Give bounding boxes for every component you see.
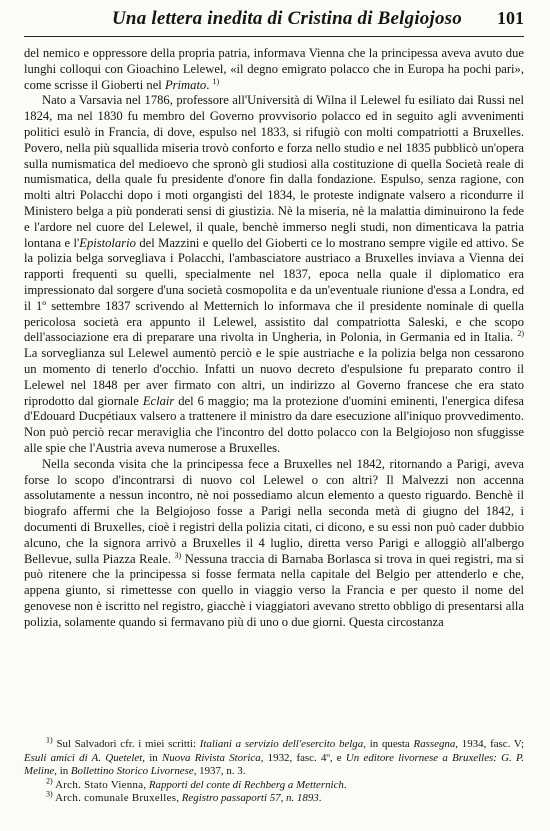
body-text xyxy=(24,46,524,630)
paragraph xyxy=(24,93,524,456)
text-run: , xyxy=(143,778,149,791)
text-run: Nella seconda visita che la principessa fece a Bruxelles nel 1842, ritornando a Parigi, aveva forse lo scopo d'incontrarsi di nuovo col Lelewel o con altri? Il Malvezzi non accenna assolutamente a nessun incontro, nè noi possediamo alcun elemento a questo riguardo. Benchè il biografo affermi che la Belgiojoso fosse a Parigi nella seconda metà di giugno del 1842, i documenti di Bruxelles, cioè i registri della polizia citati, ci dicono, e su essi non può cader dubbio alcuno, che la signora arrivò a Bruxelles il 4 luglio, diretta verso Parigi e alloggiò all'albergo Bellevue, sulla Piazza Reale. xyxy=(24,456,524,566)
text-run: , 1932, fasc. 4º, e xyxy=(260,751,346,764)
footnotes xyxy=(24,735,524,806)
page-number: 101 xyxy=(497,8,524,28)
footnote-marker: 2) xyxy=(517,329,524,339)
italic-text: Italiani a servizio dell'esercito belga xyxy=(199,738,364,750)
page-header xyxy=(24,8,524,34)
italic-text: Esuli amici di A. Quetelet xyxy=(24,751,143,764)
footnote-marker: 1) xyxy=(46,735,53,745)
text-run: Arch. Stato Vienna xyxy=(52,778,144,791)
italic-text: Rapporti del conte di Rechberg a Metternich xyxy=(148,778,344,791)
footnote-marker: 1) xyxy=(212,76,220,86)
text-run: Arch. comunale Bruxelles xyxy=(52,792,177,805)
footnote xyxy=(24,735,524,779)
text-run: . xyxy=(343,778,347,791)
text-run: del 6 maggio; ma la protezione d'uomini eminenti, l'energica difesa d'Edouard Ducpétiaux valsero a trattenere il ministro da dare esecuzione all'iniquo provvedimento. Non può perciò recar meraviglia che l'incontro del dotto polacco con la Belgiojoso non sfuggisse alle spie che l'Austria aveva numerose a Bruxelles. xyxy=(24,393,524,455)
italic-text: Registro passaporti 57, n. 1893 xyxy=(181,792,319,805)
text-run: Nato a Varsavia nel 1786, professore all'Università di Wilna il Lelewel fu esiliato dai Russi nel 1824, ma nel 1830 fu membro del Governo provvisorio polacco ed in seguito agli avvenimenti politici esulò in Francia, di dove, espulso nel 1833, si rifugiò con molti compatriotti a Bruxelles. Povero, nella più squallida miseria trovò conforto e forza nello studio e nel 1835 pubblicò un'opera sulla numismatica del medioevo che spronò gli studiosi alla costituzione di quella Società reale di numismatica, della quale fu presidente d'onore fin dalla fondazione. Espulso, senza ragione, con molti altri Polacchi dopo i moti organgisti del 1834, le proteste indignate valsero a ricondurre il Ministero belga a più ponderati sensi di giustizia. Nè la miseria, nè la malattia diminuirono la fede e l'ardore nel cuore del Lelewel, il quale, benchè immerso negli studi, non dimenticava la patria lontana e l' xyxy=(24,93,524,250)
text-run: del nemico e oppressore della propria patria, informava Vienna che la principessa aveva avuto due lunghi colloqui con Gioachino Lelewel, «il degno emigrato polacco che in Europa ha pochi pari», come scrisse il Gioberti nel xyxy=(24,46,524,92)
paragraph xyxy=(24,46,524,93)
text-run: , in xyxy=(142,751,162,764)
header-rule xyxy=(24,36,524,37)
text-run: , xyxy=(176,792,182,805)
text-run: , in xyxy=(54,765,71,778)
text-run: , 1934, fasc. V; xyxy=(455,738,524,750)
italic-text: Nuova Rivista Storica xyxy=(161,751,261,764)
footnote-marker: 3) xyxy=(174,550,182,560)
footnote-marker: 3) xyxy=(46,789,53,799)
text-run: La sorveglianza sul Lelewel aumentò perciò e le spie austriache e la polizia belga non cessarono un momento di tenerlo d'occhio. Infatti un nuovo decreto d'espulsione fu preparato contro il Lelewel nel 1848 per aver firmato con altri, un indirizzo al Governo francese che era stato riprodotto dal giornale xyxy=(24,346,524,408)
text-run: . xyxy=(206,77,213,92)
text-run: . xyxy=(318,792,322,805)
footnote-marker: 2) xyxy=(46,776,53,786)
footnote xyxy=(24,789,524,806)
italic-text: Primato xyxy=(164,77,207,92)
italic-text: Epistolario xyxy=(79,235,136,250)
text-run: Sul Salvadori cfr. i miei scritti: xyxy=(52,738,200,750)
text-run: , 1937, n. 3. xyxy=(193,765,246,778)
paragraph xyxy=(24,457,524,631)
italic-text: Rassegna xyxy=(413,738,456,750)
text-run: del Mazzini e quello del Gioberti ce lo mostrano sempre vigile ed attivo. Se la polizia belga sorvegliava i Polacchi, l'ambasciatore austriaco a Bruxelles inviava a Vienna dei rapporti frequenti su quelli, specialmente nel 1837, epoca nella quale il diplomatico era impressionato dal sorgere d'una società cosmopolita e da un'eventuale riunione d'essa a Londra, ed il 1º settembre 1837 scrivendo al Metternich lo informava che il presidente nominale di quella pericolosa società era appunto il Lelewel, assistito dal compatriotta Saleski, e che scopo dell'associazione era di preparare una rivolta in Ungheria, in Polonia, in Germania ed in Italia. xyxy=(24,235,524,345)
running-title: Una lettera inedita di Cristina di Belgiojoso xyxy=(112,8,462,29)
text-run: Nessuna traccia di Barnaba Borlasca si trova in quei registri, ma si può ritenere che la principessa si fosse fermata nella capitale del Belgio per attenderlo e che, appena giunto, si rimettesse con quello in viaggio verso la Francia e per questo il nome del genovese non è iscritto nel registro, giacchè i viaggiatori avevano stretto obbligo di presentarsi alla polizia, solamente quando si fermavano più di uno o due giorni. Questa circostanza xyxy=(24,551,524,629)
italic-text: Eclair xyxy=(142,393,175,408)
text-run: , in questa xyxy=(363,738,414,750)
italic-text: Bollettino Storico Livornese xyxy=(70,765,194,778)
footnote xyxy=(24,776,524,793)
italic-text: Un editore livornese a Bruxelles: G. P. Meline xyxy=(24,751,524,778)
